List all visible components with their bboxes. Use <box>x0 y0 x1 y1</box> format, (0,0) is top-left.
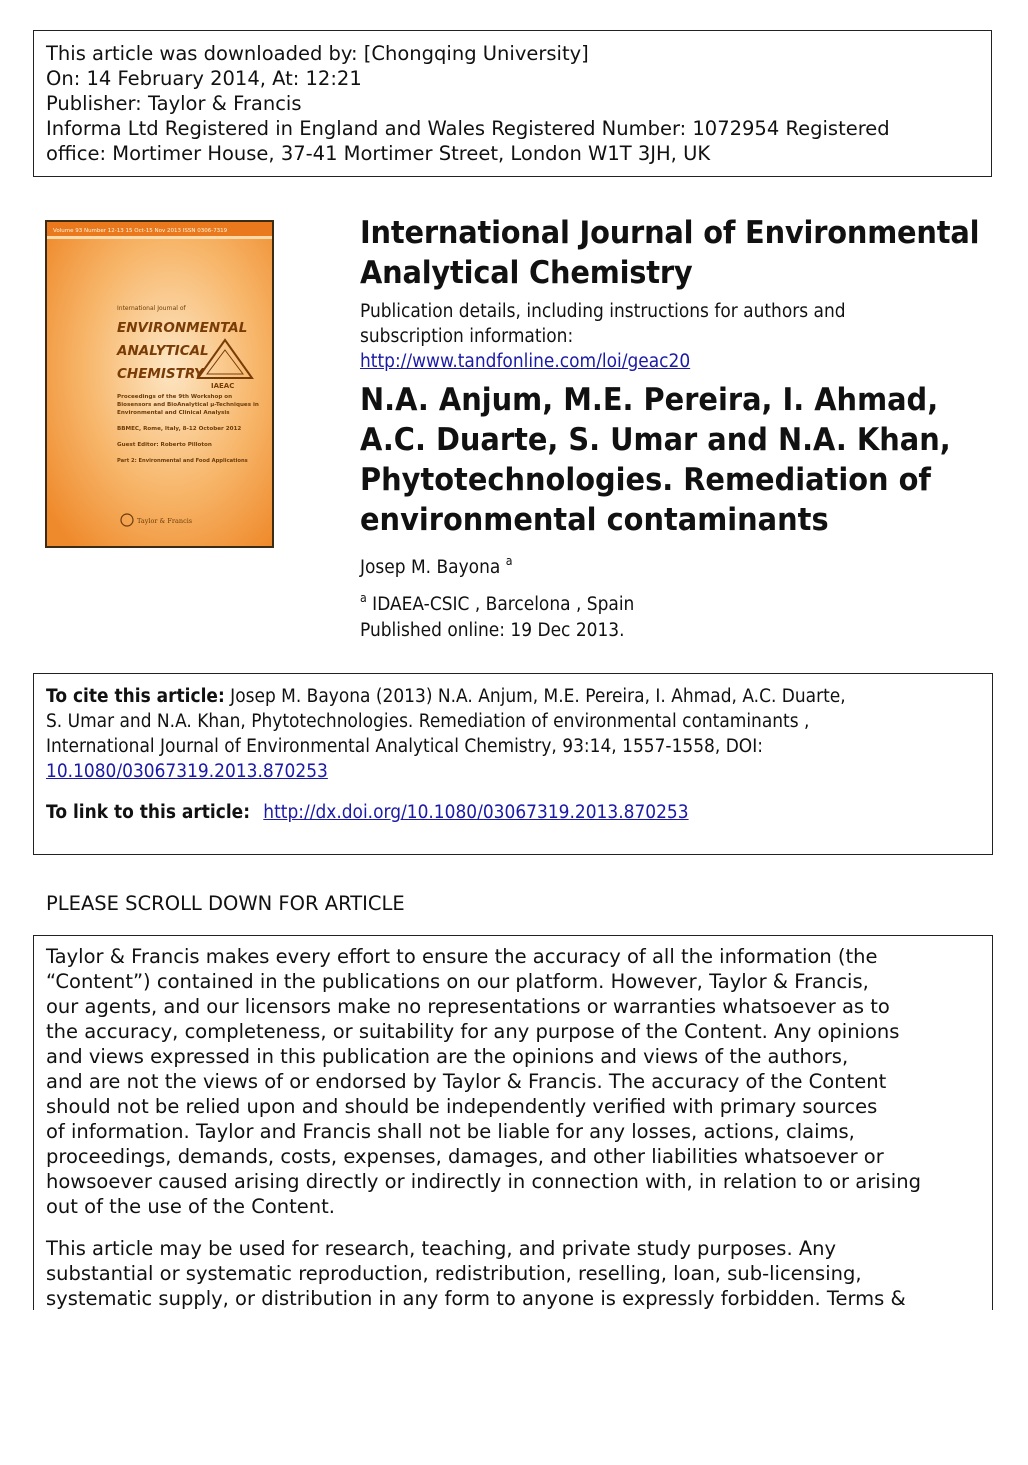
journal-cover-image <box>45 220 274 548</box>
publisher-line: Publisher: Taylor & Francis <box>46 92 302 115</box>
terms-paragraph-2: This article may be used for research, teaching, and private study purposes. Any substantial or systematic reproduction, redistribution, reselling, loan, sub-licensing, systematic supply, or distribution in any form to anyone is expressly forbidden. Terms & <box>46 1237 906 1310</box>
affiliation-line: $^a$ IDAEA-CSIC , Barcelona , Spain <box>360 591 635 615</box>
citation-box <box>33 673 993 855</box>
download-notice-box <box>33 30 992 177</box>
journal-url-link[interactable]: http://www.tandfonline.com/loi/geac20 <box>360 351 691 372</box>
download-date-line: On: 14 February 2014, At: 12:21 <box>46 67 362 90</box>
office-line: office: Mortimer House, 37-41 Mortimer Street, London W1T 3JH, UK <box>46 142 711 165</box>
scroll-notice: PLEASE SCROLL DOWN FOR ARTICLE <box>46 892 405 915</box>
registration-line: Informa Ltd Registered in England and Wales Registered Number: 1072954 Registered <box>46 117 890 140</box>
article-doi-url-link[interactable]: http://dx.doi.org/10.1080/03067319.2013.870253 <box>263 802 689 823</box>
terms-paragraph-1: Taylor & Francis makes every effort to ensure the accuracy of all the information (the “Content”) contained in the publications on our platform. However, Taylor & Francis, our agents, and our licensors make no representations or warranties whatsoever as to the accuracy, completeness, or suitability for any purpose of the Content. Any opinions and views expressed in this publication are the opinions and views of the authors, and are not the views of or endorsed by Taylor & Francis. The accuracy of the Content should not be relied upon and should be independently verified with primary sources of information. Taylor and Francis shall not be liable for any losses, actions, claims, proceedings, demands, costs, expenses, damages, and other liabilities whatsoever or howsoever caused arising directly or indirectly in connection with, in relation to or arising out of the use of the Content. <box>46 945 921 1218</box>
cover-proceedings-2: Biosensors and BioAnalytical µ-Techniques in <box>117 402 259 408</box>
svg-text:IAEAC: IAEAC <box>211 382 235 390</box>
page-cutoff <box>0 1310 1028 1465</box>
article-link-row: To link to this article: http://dx.doi.org/10.1080/03067319.2013.870253 <box>46 802 689 823</box>
cover-title-1: ENVIRONMENTAL <box>117 320 248 336</box>
cover-editor: Guest Editor: Roberto Pilloton <box>117 442 212 448</box>
publication-details: Publication details, including instructions for authors and subscription information: <box>360 301 846 347</box>
cover-event: BBMEC, Rome, Italy, 8-12 October 2012 <box>117 426 242 432</box>
journal-title: International Journal of Environmental Analytical Chemistry <box>360 215 980 291</box>
cover-top-strip: Volume 93 Number 12-13 15 Oct-15 Nov 2013 ISSN 0306-7319 <box>53 228 228 234</box>
header-column <box>360 213 1000 644</box>
download-line: This article was downloaded by: [Chongqing University] <box>46 42 589 65</box>
article-title: N.A. Anjum, M.E. Pereira, I. Ahmad, A.C. Duarte, S. Umar and N.A. Khan, Phytotechnologies. Remediation of environmental contaminants <box>360 382 951 538</box>
cover-title-2: ANALYTICAL <box>117 343 209 359</box>
cover-part: Part 2: Environmental and Food Applications <box>117 458 248 464</box>
cover-proceedings-3: Environmental and Clinical Analysis <box>117 410 230 416</box>
author-line: Josep M. Bayona $^a$ <box>360 554 513 578</box>
doi-link[interactable]: 10.1080/03067319.2013.870253 <box>46 761 328 782</box>
citation-text: To cite this article: Josep M. Bayona (2013) N.A. Anjum, M.E. Pereira, I. Ahmad, A.C. Duarte, S. Umar and N.A. Khan, Phytotechnologies. Remediation of environmental contaminants , International Journal of Environmental Analytical Chemistry, 93:14, 1557-1558, DOI: 10.1080/03067319.2013.870253 <box>46 686 846 782</box>
svg-text:Taylor & Francis: Taylor & Francis <box>137 517 193 525</box>
cover-title-3: CHEMISTRY <box>117 366 204 382</box>
cover-small-title: International Journal of <box>117 305 186 312</box>
cover-proceedings-1: Proceedings of the 9th Workshop on <box>117 394 233 400</box>
published-date: Published online: 19 Dec 2013. <box>360 620 625 641</box>
